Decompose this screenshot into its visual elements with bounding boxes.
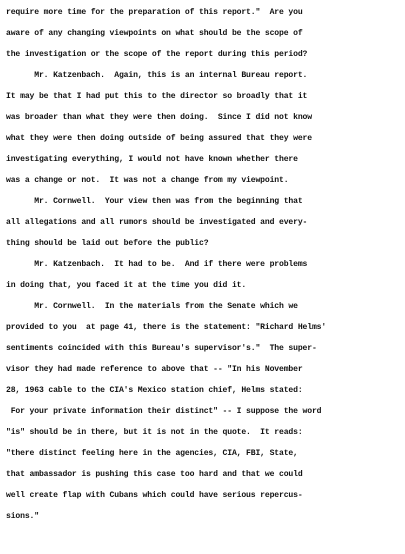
text-line: Mr. Cornwell. Your view then was from the beginning that xyxy=(6,197,303,206)
text-line: in doing that, you faced it at the time you did it. xyxy=(6,281,247,290)
text-line: the investigation or the scope of the report during this period? xyxy=(6,50,308,59)
text-line: was broader than what they were then doing. Since I did not know xyxy=(6,113,312,122)
text-line: well create flap with Cubans which could have serious repercus- xyxy=(6,491,303,500)
text-line: what they were then doing outside of being assured that they were xyxy=(6,134,312,143)
text-line: Mr. Katzenbach. Again, this is an internal Bureau report. xyxy=(6,71,308,80)
text-line: thing should be laid out before the public? xyxy=(6,239,209,248)
text-line: investigating everything, I would not have known whether there xyxy=(6,155,298,164)
text-line: sentiments coincided with this Bureau's supervisor's." The super- xyxy=(6,344,317,353)
text-line: sions." xyxy=(6,512,39,521)
text-line: require more time for the preparation of this report." Are you xyxy=(6,8,303,17)
text-line: "there distinct feeling here in the agencies, CIA, FBI, State, xyxy=(6,449,298,458)
text-line: all allegations and all rumors should be investigated and every- xyxy=(6,218,308,227)
text-line: Mr. Katzenbach. It had to be. And if there were problems xyxy=(6,260,308,269)
text-line: 28, 1963 cable to the CIA's Mexico station chief, Helms stated: xyxy=(6,386,303,395)
text-line: It may be that I had put this to the director so broadly that it xyxy=(6,92,308,101)
text-line: visor they had made reference to above that -- "In his November xyxy=(6,365,303,374)
text-line: Mr. Cornwell. In the materials from the Senate which we xyxy=(6,302,298,311)
text-line: that ambassador is pushing this case too hard and that we could xyxy=(6,470,303,479)
text-line: provided to you at page 41, there is the statement: "Richard Helms' xyxy=(6,323,327,332)
text-line: For your private information their distinct" -- I suppose the word xyxy=(6,407,322,416)
text-line: aware of any changing viewpoints on what should be the scope of xyxy=(6,29,303,38)
text-line: "is" should be in there, but it is not in the quote. It reads: xyxy=(6,428,303,437)
text-line: was a change or not. It was not a change from my viewpoint. xyxy=(6,176,289,185)
